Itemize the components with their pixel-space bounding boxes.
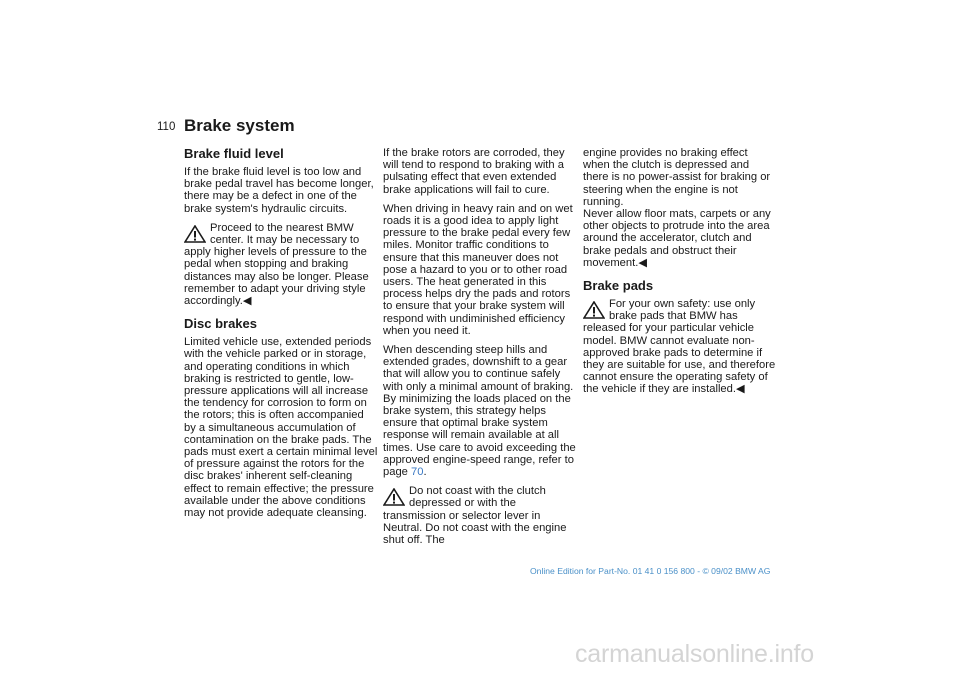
heading-brake-fluid-level: Brake fluid level bbox=[184, 146, 284, 161]
disc-brakes-paragraph-1: Limited vehicle use, extended periods with the vehicle parked or in storage, and operating conditions in which braking is restricted to gentle, low-pressure applications will all increase the tendency for corrosion to form on the rotors; this is often accompanied by a simultaneous accumulation of contamination on the brake pads. The pads must exert a certain minimal level of pressure against the rotors for the disc brakes' inherent self-cleaning effect to remain effective; the pressure available under the above conditions may not provide adequate cleansing. bbox=[184, 336, 378, 520]
warning-triangle-icon bbox=[383, 488, 405, 506]
disc-brakes-paragraph-2: If the brake rotors are corroded, they will tend to respond to braking with a pulsating effect that even extended brake applications will fail to cure. bbox=[383, 147, 565, 196]
column-right bbox=[583, 147, 777, 403]
watermark: carmanualsonline.info bbox=[575, 640, 815, 668]
floor-mats-warning: Never allow floor mats, carpets or any other objects to protrude into the area around the accelerator, clutch and brake pedals and obstruct their movement.◀ bbox=[583, 208, 771, 269]
heading-brake-pads: Brake pads bbox=[583, 278, 654, 294]
brake-fluid-warning bbox=[184, 222, 378, 307]
brake-fluid-warning-text: Proceed to the nearest BMW center. It may be necessary to apply higher levels of pressure to the pedal when stopping and braking distances may also be longer. Please remember to adapt your driving style accordingly.◀ bbox=[184, 221, 369, 308]
disc-brakes-paragraph-3: When driving in heavy rain and on wet roads it is a good idea to apply light pressure to the brake pedal every few miles. Monitor traffic conditions to ensure that this maneuver does not pose a hazard to you or to other road users. The heat generated in this process helps dry the pads and rotors to ensure that your brake system will respond with undiminished efficiency when you need it. bbox=[383, 202, 573, 337]
brake-pads-warning-text: For your own safety: use only brake pads that BMW has released for your particular vehicle model. BMW cannot evaluate non-approved brake pads to determine if they are suitable for use, and therefore cannot ensure the operating safety of the vehicle if they are installed.◀ bbox=[583, 298, 776, 396]
coasting-warning-continued: engine provides no braking effect when the clutch is depressed and there is no power-assist for braking or steering when the engine is not running. bbox=[583, 147, 771, 208]
disc-brakes-paragraph-4 bbox=[383, 344, 577, 478]
disc-brakes-paragraph-4-text: When descending steep hills and extended grades, downshift to a gear that will allow you to continue safely with only a minimal amount of braking. By minimizing the loads placed on the brake system, this strategy helps ensure that optimal brake system response will remain available at all times. Use care to avoid exceeding the approved engine-speed range, refer to page bbox=[383, 344, 576, 479]
page-title: Brake system bbox=[184, 116, 295, 135]
coasting-warning-text: Do not coast with the clutch depressed or with the transmission or selector lever in Neutral. Do not coast with the engine shut off. The bbox=[383, 485, 567, 547]
column-left bbox=[184, 147, 378, 526]
page-number: 110 bbox=[157, 121, 176, 133]
coasting-warning bbox=[383, 485, 577, 546]
warning-triangle-icon bbox=[184, 225, 206, 243]
heading-disc-brakes: Disc brakes bbox=[184, 316, 257, 332]
column-middle bbox=[383, 147, 577, 553]
brake-pads-warning bbox=[583, 298, 777, 396]
online-edition-footer: Online Edition for Part-No. 01 41 0 156 800 - © 09/02 BMW AG bbox=[530, 566, 771, 576]
page-70-link[interactable]: 70 bbox=[411, 466, 424, 479]
brake-fluid-intro: If the brake fluid level is too low and brake pedal travel has become longer, there may be a defect in one of the brake system's hydraulic circuits. bbox=[184, 166, 374, 215]
disc-brakes-paragraph-4-end: . bbox=[423, 466, 427, 479]
warning-triangle-icon bbox=[583, 301, 605, 319]
